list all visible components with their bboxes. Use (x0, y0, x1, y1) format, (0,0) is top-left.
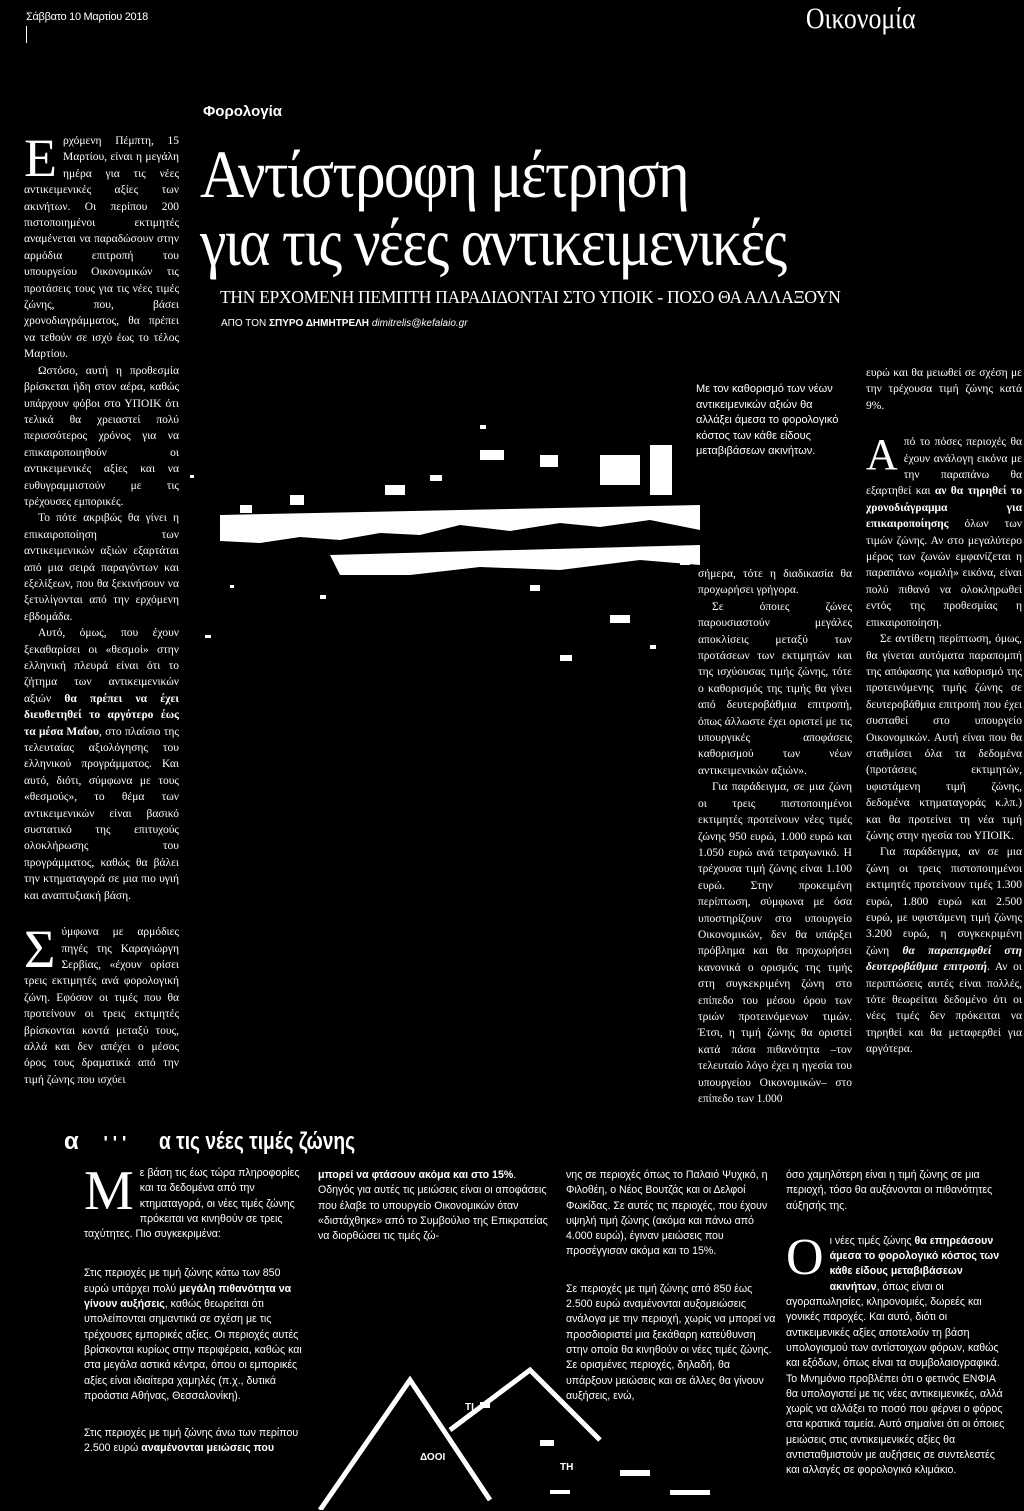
text: όλων των τιμών ζώνης. Αν στο μεγαλύτερο μέρος των ζωνών εμφανίζεται η παραπάνω «ομαλή» εικόνα, είναι πολύ πιθανό να ολοκληρωθεί εντός της προθεσμίας η επικαιροποίηση. (866, 518, 1022, 629)
text: ε βάση τις έως τώρα πληροφορίες και τα δεδομένα από την κτηματαγορά, οι νέες τιμές ζώνης πρόκειται να κινηθούν σε τρεις ταχύτητες. Πιο συγκεκριμένα: (84, 1167, 300, 1241)
sidebar-column-2 (318, 1168, 554, 1244)
paragraph (866, 430, 1022, 631)
sidebar-column-1 (84, 1160, 306, 1457)
paragraph: νης σε περιοχές όπως το Παλαιό Ψυχικό, η Φιλοθέη, ο Νέος Βουτζάς και οι Δελφοί Φωκίδας. Σε αυτές τις περιοχές, που έχουν υψηλή τιμή ζώνης (ακόμα και πάνω από 4.000 ευρώ), έγιναν μειώσεις που προσέγγισαν ακόμα και το 15%. (566, 1169, 768, 1258)
highlight-text: αναμένονται μειώσεις που (141, 1442, 275, 1455)
article-title-line1: Αντίστροφη μέτρηση (200, 136, 688, 212)
text: , καθώς θεωρείται ότι υπολείπονται σημαντικά σε σχέση με τις τρέχουσες εμπορικές αξίες. Οι περιοχές αυτές βρίσκονται κυρίως στην περιφέρεια, καθώς και στα μεγάλα αστικά κέντρα, όπου οι εμπορικές αξίες είναι ιδιαίτερα χαμηλές (π.χ., δυτικά προάστια Αθήνας, Θεσσαλονίκη). (84, 1298, 302, 1402)
sidebar-column-4 (786, 1168, 1008, 1479)
paragraph (84, 1426, 306, 1457)
dropcap: Ε (24, 128, 57, 188)
paragraph (24, 128, 179, 363)
dropcap: Ο (786, 1228, 824, 1286)
text: , στο πλαίσιο της τελευταίας αξιολόγησης του ελληνικού προγράμματος. Και αυτό, διότι, σύμφωνα με τους «θεσμούς», το θέμα των αντικειμενικών είναι βασικό συστατικό της επιτυχούς ολοκλήρωσης του προγράμματος, καθώς θα βάλει την κτηματαγορά σε μια πιο υγιή και αναπτυξιακή βάση. (24, 725, 179, 902)
paragraph (866, 844, 1022, 1057)
highlight-text: μπορεί να φτάσουν ακόμα και στο 15% (318, 1169, 514, 1181)
text: . Οδηγός για αυτές τις μειώσεις είναι οι αποφάσεις που έλαβε το υπουργείο Οικονομικών όταν «διστάχθηκε» από το Συμβούλιο της Επικρατείας να διορθώσει τις τιμές ζώ- (318, 1169, 548, 1243)
byline-prefix: ΑΠΟ ΤΟΝ (221, 318, 267, 329)
kicker: Φορολογία (203, 103, 282, 120)
paragraph (84, 1266, 306, 1404)
sidebar-column-3 (566, 1168, 778, 1404)
city-night-photo (180, 355, 700, 765)
paragraph (84, 1160, 306, 1242)
highlight-text: θα πρέπει να έχει διευθετηθεί το αργότερο έως τα μέσα Μαΐου (24, 692, 179, 738)
paragraph: όσο χαμηλότερη είναι η τιμή ζώνης σε μια περιοχή, τόσο θα αυξάνονται οι πιθανότητες αύξησής της. (786, 1169, 993, 1212)
text: ύμφωνα με αρμόδιες πηγές της Καραγιώργη Σερβίας, «έχουν ορίσει τρεις εκτιμητές ανά φορολογική ζώνη. Εφόσον οι τιμές που θα προτείνουν οι τρεις εκτιμητές βρίσκονται κοντά μεταξύ τους, αλλά και δεν απέχει ο μέσος όρος τους δραματικά από την τιμή ζώνης που ισχύει (24, 926, 179, 1086)
text: πό το πόσες περιοχές θα έχουν ανάλογη εικόνα με την παραπάνω θα εξαρτηθεί και (866, 436, 1022, 498)
header-divider (26, 26, 27, 43)
highlight-text: θα επηρεάσουν άμεσα το φορολογικό κόστος των κάθε είδους μεταβιβάσεων ακινήτων (829, 1234, 1000, 1293)
paragraph (24, 919, 179, 1088)
body-column-1 (24, 128, 179, 1088)
dropcap: Σ (24, 919, 56, 980)
dropcap: Μ (84, 1160, 134, 1222)
sidebar-heading (64, 1128, 404, 1156)
text: , όπως είναι οι αγοραπωλησίες, κληρονομιές, δωρεές και γονικές παροχές. Και αυτό, διότι οι αντικειμενικές αξίες αποτελούν τη βάση υπολογισμού των αντίστοιχων φόρων, καθώς και εξόδων, όπως είναι τα συμβολαιογραφικά. Το Μνημόνιο προβλέπει ότι ο φετινός ΕΝΦΙΑ θα υπολογιστεί με τις νέες αντικειμενικές, αλλά χωρίς να αλλάξει το ποσό που φέρνει ο φόρος στα κρατικά ταμεία. Αυτό σημαίνει ότι οι όποιες μειώσεις στις αντικειμενικές αξίες θα αντισταθμιστούν με αυξήσεις σε συντελεστές και αλλαγές σε φορολογικό κλιμάκιο. (786, 1280, 1005, 1477)
paragraph (24, 625, 179, 904)
paragraph: Για παράδειγμα, σε μια ζώνη οι τρεις πιστοποιημένοι εκτιμητές προτείνουν νέες τιμές ζώνης 950 ευρώ, 1.000 ευρώ και 1.050 ευρώ ανά τετραγωνικό. Η τρέχουσα τιμή ζώνης είναι 1.100 ευρώ. Στην προκειμένη περίπτωση, σύμφωνα με όσα υποστηρίζουν στο υπουργείο Οικονομικών, δεν θα υπάρξει πρόβλημα και θα προχωρήσει κανονικά ο ορισμός της τιμής στη συγκεκριμένη ζώνη στο επίπεδο του μέσου όρου των τριών προτεινόμενων τιμών. Έτσι, η τιμή ζώνης θα οριστεί κατά πάσα πιθανότητα –τον τελευταίο λόγο έχει η ηγεσία του υπουργείου Οικονομικών– στο επίπεδο των 1.000 (698, 781, 852, 1105)
text: Στις περιοχές με τιμή ζώνης άνω των περίπου 2.500 ευρώ (84, 1427, 299, 1455)
text: Στις περιοχές με τιμή ζώνης κάτω των 850 ευρώ υπάρχει πολύ (84, 1267, 281, 1295)
paragraph: Το πότε ακριβώς θα γίνει η επικαιροποίηση των αντικειμενικών αξιών εξαρτάται από μια σειρά παραγόντων και εξελίξεων, που θα ξεκινήσουν να ξετυλίγονται από την ερχόμενη εβδομάδα. (24, 512, 179, 623)
text: ρχόμενη Πέμπτη, 15 Μαρτίου, είναι η μεγάλη ημέρα για τις νέες αντικειμενικές αξίες των ακινήτων. Οι περίπου 200 πιστοποιημένοι εκτιμητές αναμένεται να παραδώσουν στην αρμόδια επιτροπή του υπουργείου Οικονομικών τις προτάσεις τους για τις νέες τιμές ζώνης, που, βάσει χρονοδιαγράμματος, θα πρέπει να τεθούν σε ισχύ έως το τέλος Μαρτίου. (24, 135, 179, 361)
paragraph (318, 1168, 554, 1244)
text: ι νέες τιμές ζώνης (829, 1234, 915, 1247)
dropcap: Α (866, 430, 898, 480)
body-column-4 (866, 365, 1022, 1058)
byline (221, 318, 468, 329)
paragraph: Σε όποιες ζώνες παρουσιαστούν μεγάλες αποκλίσεις μεταξύ των προτάσεων των εκτιμητών και της ισχύουσας τιμής ζώνης, τότε ο καθορισμός της τιμής θα γίνει από δευτεροβάθμια επιτροπή, όπως άλλωστε έχει οριστεί με τις υπουργικές αποφάσεις καθορισμού των νέων αντικειμενικών αξιών». (698, 600, 852, 777)
article-subtitle: ΤΗΝ ΕΡΧΟΜΕΝΗ ΠΕΜΠΤΗ ΠΑΡΑΔΙΔΟΝΤΑΙ ΣΤΟ ΥΠΟΙΚ - ΠΟΣΟ ΘΑ ΑΛΛΑΞΟΥΝ (220, 287, 841, 307)
paragraph: Ωστόσο, αυτή η προθεσμία βρίσκεται ήδη στον αέρα, καθώς υπάρχουν φόβοι στο ΥΠΟΙΚ ότι τελικά θα χρειαστεί πολύ περισσότερος χρόνος για να επικαιροποιηθούν οι αντικειμενικές αξίες και να ευθυγραμμιστούν με τις τρέχουσες εμπορικές. (24, 364, 179, 508)
sidebar-heading-text: α τις νέες τιμές ζώνης (158, 1128, 356, 1155)
paragraph: Σε αντίθετη περίπτωση, όμως, θα γίνεται αυτόματα παραπομπή της απόφασης για καθορισμό της προτεινόμενης τιμής ζώνης σε δευτεροβάθμια επιτροπή που έχει συσταθεί στο υπουργείο Οικονομικών. Αυτή είναι που θα σταθμίσει όλα τα δεδομένα (προτάσεις εκτιμητών, υφιστάμενη τιμή ζώνης, δεδομένα κτηματαγοράς κ.λπ.) και θα προτείνει τη νέα τιμή ζώνης στην ηγεσία του ΥΠΟΙΚ. (866, 633, 1022, 842)
text: Αυτό, όμως, που έχουν ξεκαθαρίσει οι «θεσμοί» στην ελληνική πλευρά είναι ότι το ζήτημα των αντικειμενικών αξιών (24, 627, 179, 705)
text: . Αν οι περιπτώσεις αυτές είναι πολλές, τότε θεωρείται δεδομένο ότι οι νέες τιμές δεν πρόκειται να τηρηθεί και θα μεταφερθεί για αργότερα. (866, 961, 1022, 1056)
paragraph: ευρώ και θα μειωθεί σε σχέση με την τρέχουσα τιμή ζώνης κατά 9%. (866, 367, 1022, 412)
highlight-text: θα παραπεμφθεί στη δευτεροβάθμια επιτροπή (866, 944, 1022, 974)
section-title: Οικονομία (806, 2, 916, 35)
paragraph: σήμερα, τότε η διαδικασία θα προχωρήσει γρήγορα. (698, 568, 852, 597)
sidebar-heading-fragment: ' ' ' (103, 1133, 127, 1153)
byline-name: ΣΠΥΡΟ ΔΗΜΗΤΡΕΛΗ (268, 318, 370, 329)
building-text: ΤΙ (465, 1402, 474, 1413)
building-text: ΔΟΟΙ (420, 1452, 446, 1463)
photo-caption: Με τον καθορισμό των νέων αντικειμενικών αξιών θα αλλάξει άμεσα το φορολογικό κόστος των κάθε είδους μεταβιβάσεων ακινήτων. (696, 383, 839, 457)
paragraph: Σε περιοχές με τιμή ζώνης από 850 έως 2.500 ευρώ αναμένονται αυξομειώσεις ανάλογα με την περιοχή, χωρίς να μπορεί να προσδιοριστεί μια ξεκάθαρη κατεύθυνση στην οποία θα κινηθούν οι νέες τιμές ζώνης. Σε ορισμένες περιοχές, δηλαδή, θα υπάρξουν μειώσεις και σε άλλες θα γίνουν αυξήσεις, ενώ, (566, 1282, 776, 1402)
text: Για παράδειγμα, αν σε μια ζώνη οι τρεις πιστοποιημένοι εκτιμητές προτείνουν τιμές 1.300 ευρώ, 1.800 ευρώ και 2.500 ευρώ, με υφιστάμενη τιμή ζώνης 3.200 ευρώ, η συγκεκριμένη ζώνη (866, 846, 1022, 957)
article-title-line2: για τις νέες αντικειμενικές (200, 204, 786, 280)
byline-email: dimitrelis@kefalaio.gr (371, 318, 468, 329)
body-column-3 (698, 566, 852, 1107)
highlight-text: αν θα τηρηθεί το χρονοδιάγραμμα για επικαιροποίησης (866, 485, 1022, 531)
paragraph (786, 1228, 1008, 1479)
building-text: ΤΗ (560, 1462, 574, 1473)
sidebar-heading-fragment: α (64, 1128, 79, 1155)
header-date: Σάββατο 10 Μαρτίου 2018 (26, 11, 149, 23)
highlight-text: μεγάλη πιθανότητα να γίνουν αυξήσεις (84, 1282, 292, 1311)
